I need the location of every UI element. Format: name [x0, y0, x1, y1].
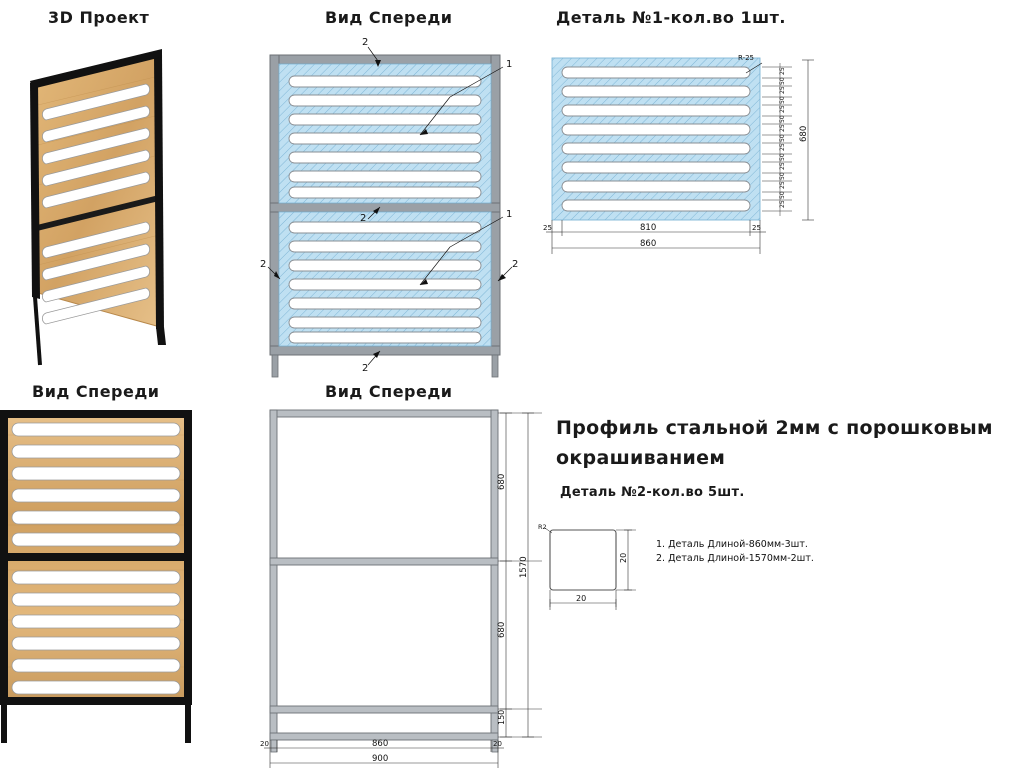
svg-text:680: 680 [497, 473, 507, 490]
svg-text:2: 2 [362, 363, 369, 374]
drawing-front-view-frame [250, 400, 550, 770]
svg-text:50: 50 [779, 134, 786, 142]
title-front-frame: Вид Спереди [325, 382, 453, 401]
svg-text:25: 25 [779, 86, 786, 94]
svg-text:2: 2 [512, 259, 519, 270]
svg-text:20: 20 [619, 552, 628, 563]
svg-text:20: 20 [260, 740, 269, 748]
svg-text:20: 20 [493, 740, 502, 748]
svg-text:25: 25 [779, 124, 786, 132]
drawing-3d-project [10, 35, 240, 375]
spec-heading-line1: Профиль стальной 2мм с порошковым [556, 417, 993, 439]
title-front-top: Вид Спереди [325, 8, 453, 27]
svg-text:680: 680 [799, 125, 809, 142]
svg-text:25: 25 [779, 105, 786, 113]
spec-list-item-2: 2. Деталь Длиной-1570мм-2шт. [656, 553, 814, 564]
svg-text:R2: R2 [538, 523, 547, 531]
drawing-detail-1 [540, 30, 840, 260]
spec-detail-2-label: Деталь №2-кол.во 5шт. [560, 485, 745, 500]
svg-text:25: 25 [752, 224, 761, 232]
svg-text:50: 50 [779, 96, 786, 104]
svg-text:860: 860 [372, 739, 389, 749]
drawing-front-view-top [250, 35, 540, 380]
svg-text:2: 2 [360, 213, 367, 224]
svg-text:50: 50 [779, 191, 786, 199]
drawing-front-view-wood [0, 405, 220, 755]
title-3d-project: 3D Проект [48, 8, 150, 27]
svg-text:20: 20 [576, 594, 587, 603]
svg-text:25: 25 [543, 224, 552, 232]
drawing-profile-section [530, 515, 660, 620]
spec-list-item-1: 1. Деталь Длиной-860мм-3шт. [656, 539, 808, 550]
svg-text:25: 25 [779, 200, 786, 208]
spec-heading-line2: окрашиванием [556, 447, 726, 469]
svg-text:1570: 1570 [519, 556, 529, 578]
svg-text:1: 1 [506, 59, 513, 70]
svg-text:1: 1 [506, 209, 513, 220]
svg-text:860: 860 [640, 239, 657, 249]
svg-text:2: 2 [362, 37, 369, 48]
title-detail-1: Деталь №1-кол.во 1шт. [556, 8, 786, 27]
svg-text:25: 25 [779, 181, 786, 189]
spec-parts-list [656, 538, 814, 566]
svg-text:50: 50 [779, 115, 786, 123]
svg-text:150: 150 [497, 709, 506, 725]
svg-text:R-25: R-25 [738, 54, 755, 62]
svg-text:50: 50 [779, 172, 786, 180]
svg-text:25: 25 [779, 143, 786, 151]
svg-text:810: 810 [640, 223, 657, 233]
svg-text:680: 680 [497, 621, 507, 638]
svg-text:50: 50 [779, 77, 786, 85]
svg-text:25: 25 [779, 162, 786, 170]
svg-text:25: 25 [779, 67, 786, 75]
title-front-wood: Вид Спереди [32, 382, 160, 401]
svg-text:900: 900 [372, 754, 389, 764]
svg-text:2: 2 [260, 259, 267, 270]
svg-text:50: 50 [779, 153, 786, 161]
